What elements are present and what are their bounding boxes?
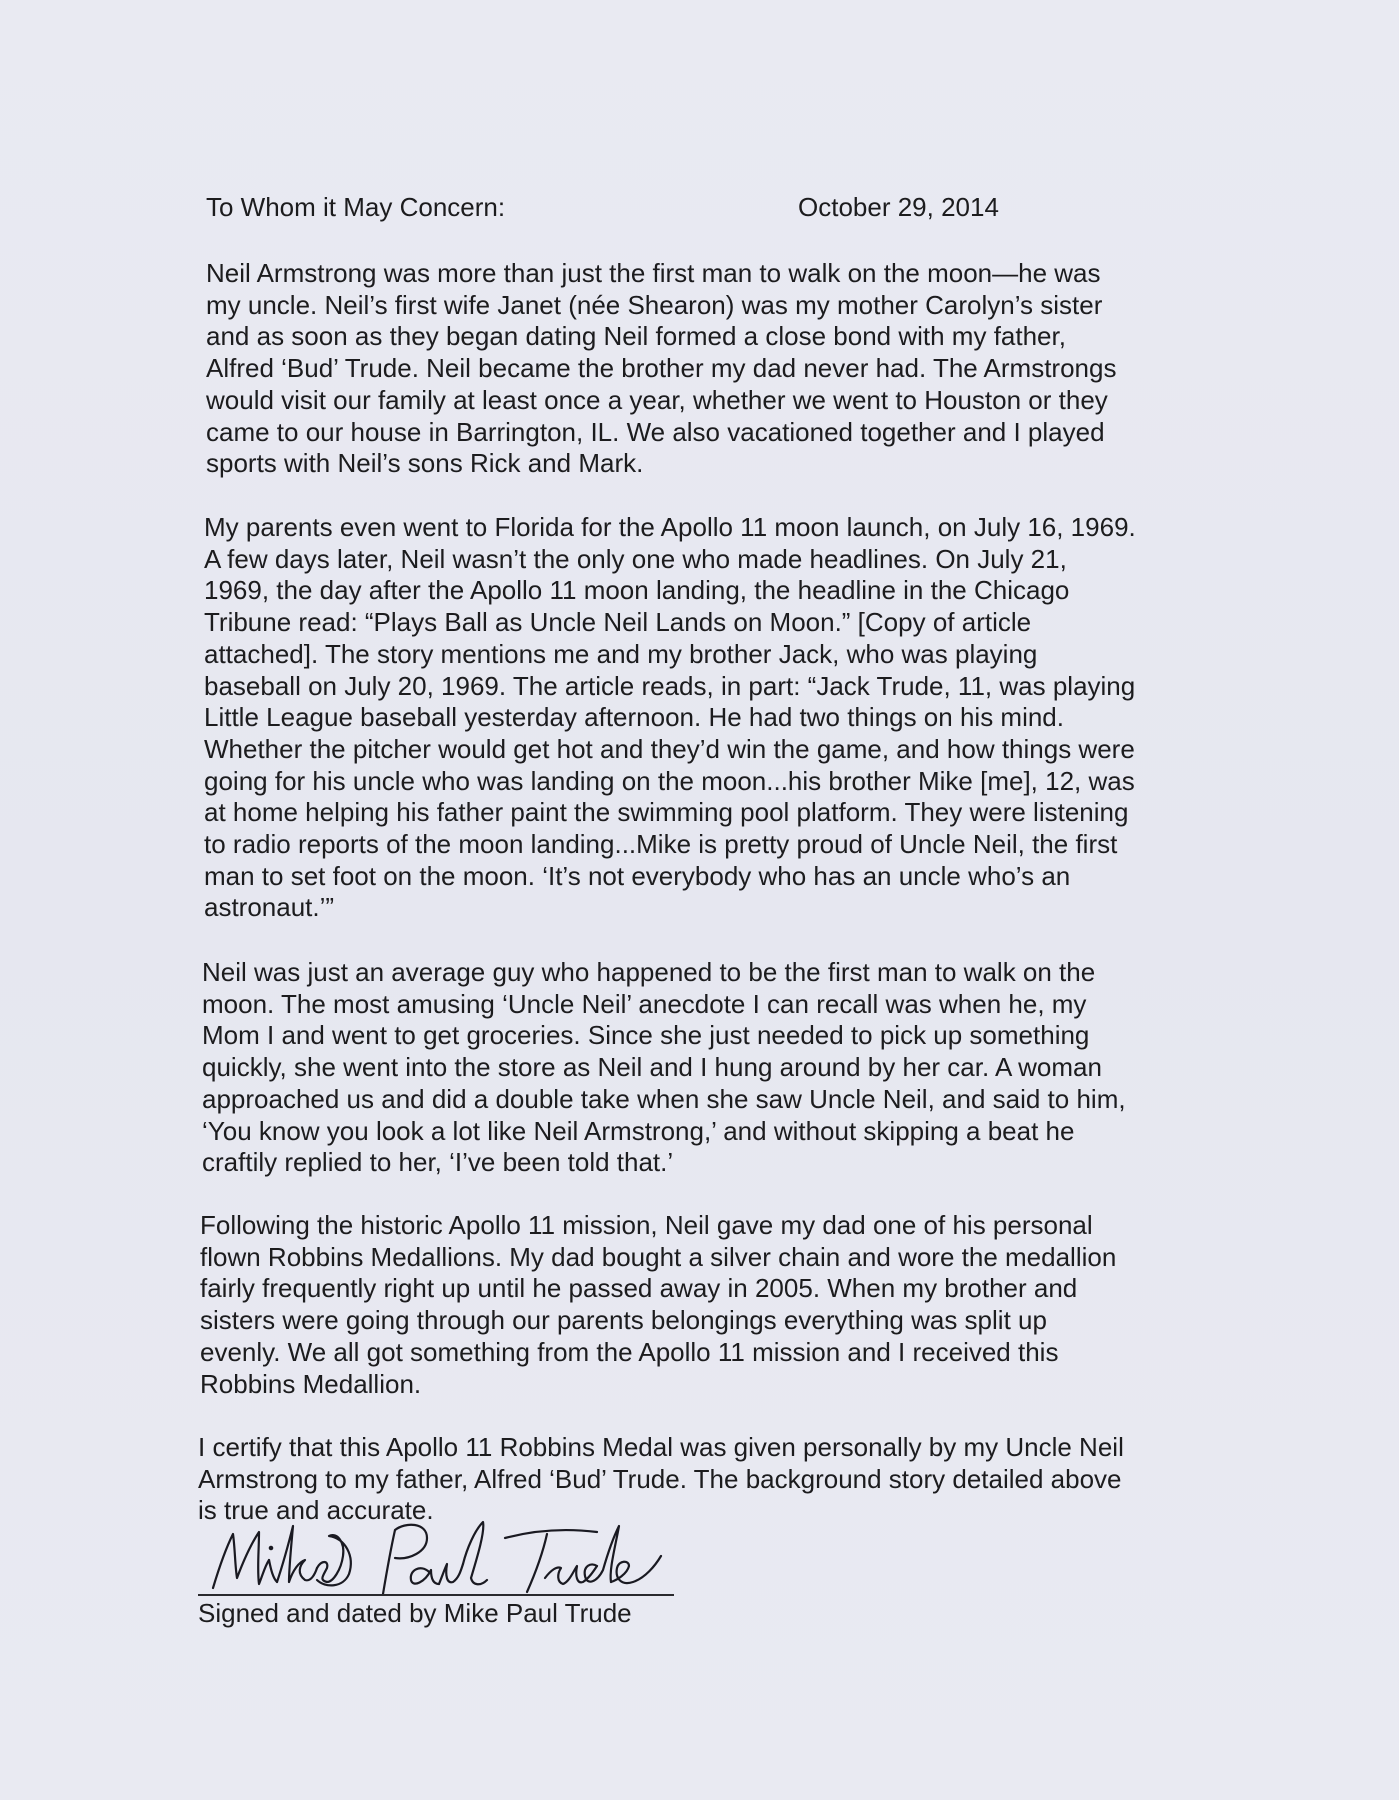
paragraph-line: 1969, the day after the Apollo 11 moon landing, the headline in the Chicago [204,575,1070,606]
paragraph-line: approached us and did a double take when she saw Uncle Neil, and said to him, [202,1083,1126,1114]
paragraph-line: A few days later, Neil wasn’t the only one who made headlines. On July 21, [204,543,1067,574]
paragraph-line: fairly frequently right up until he passed away in 2005. When my brother and [200,1273,1078,1304]
paragraph-line: Mom I and went to get groceries. Since she just needed to pick up something [202,1020,1090,1051]
letter-header [200,192,1210,224]
letter-date: October 29, 2014 [798,192,999,222]
paragraph-line: ‘You know you look a lot like Neil Armstrong,’ and without skipping a beat he [202,1115,1075,1146]
paragraph-line: Robbins Medallion. [200,1368,422,1399]
paragraph-line: astronaut.’” [204,892,335,923]
letter-body [198,192,1210,1526]
paragraph-3 [202,957,1126,1179]
handwritten-signature [205,1508,705,1598]
signature-line [198,1594,674,1596]
paragraph-4 [200,1210,1116,1400]
paragraph-line: sisters were going through our parents belongings everything was split up [200,1305,1047,1336]
paragraph-line: quickly, she went into the store as Neil and I hung around by her car. A woman [202,1052,1102,1083]
paragraph-line: I certify that this Apollo 11 Robbins Medal was given personally by my Uncle Neil [198,1432,1124,1462]
paragraph-line: Neil was just an average guy who happened to be the first man to walk on the [202,957,1096,987]
paragraph-line: and as soon as they began dating Neil formed a close bond with my father, [206,321,1066,352]
paragraph-line: flown Robbins Medallions. My dad bought a silver chain and wore the medallion [200,1241,1117,1272]
paragraph-line: man to set foot on the moon. ‘It’s not everybody who has an uncle who’s an [204,860,1071,891]
paragraph-line: going for his uncle who was landing on the moon...his brother Mike [me], 12, was [204,765,1135,796]
paragraph-line: Neil Armstrong was more than just the first man to walk on the moon—he was [206,258,1101,288]
paragraph-line: sports with Neil’s sons Rick and Mark. [206,448,644,479]
paragraph-line: came to our house in Barrington, IL. We also vacationed together and I played [206,416,1105,447]
salutation: To Whom it May Concern: [206,192,506,222]
paragraph-line: Following the historic Apollo 11 mission, Neil gave my dad one of his personal [200,1210,1093,1240]
paragraph-line: baseball on July 20, 1969. The article reads, in part: “Jack Trude, 11, was playing [204,670,1136,701]
paragraph-line: moon. The most amusing ‘Uncle Neil’ anecdote I can recall was when he, my [202,988,1087,1019]
signature-caption: Signed and dated by Mike Paul Trude [198,1598,632,1628]
paragraph-line: Little League baseball yesterday afternoon. He had two things on his mind. [204,702,1064,733]
paragraph-line: Armstrong to my father, Alfred ‘Bud’ Trude. The background story detailed above [198,1463,1122,1494]
paragraph-line: my uncle. Neil’s first wife Janet (née Shearon) was my mother Carolyn’s sister [206,289,1103,320]
paragraph-line: attached]. The story mentions me and my brother Jack, who was playing [204,638,1038,669]
paragraph-line: to radio reports of the moon landing...Mike is pretty proud of Uncle Neil, the first [204,829,1118,860]
paragraph-1 [206,258,1116,480]
paragraph-2 [204,512,1136,924]
paragraph-line: craftily replied to her, ‘I’ve been told that.’ [202,1147,674,1178]
paragraph-line: My parents even went to Florida for the Apollo 11 moon launch, on July 16, 1969. [204,512,1136,542]
paragraph-line: evenly. We all got something from the Apollo 11 mission and I received this [200,1336,1059,1367]
paragraph-line: at home helping his father paint the swimming pool platform. They were listening [204,797,1129,828]
paragraph-line: Whether the pitcher would get hot and they’d win the game, and how things were [204,733,1135,764]
paragraph-line: would visit our family at least once a year, whether we went to Houston or they [206,384,1108,415]
paragraph-line: Alfred ‘Bud’ Trude. Neil became the brother my dad never had. The Armstrongs [206,353,1117,384]
paragraph-line: Tribune read: “Plays Ball as Uncle Neil Lands on Moon.” [Copy of article [204,607,1032,638]
paragraph-line: is true and accurate. [198,1495,434,1526]
